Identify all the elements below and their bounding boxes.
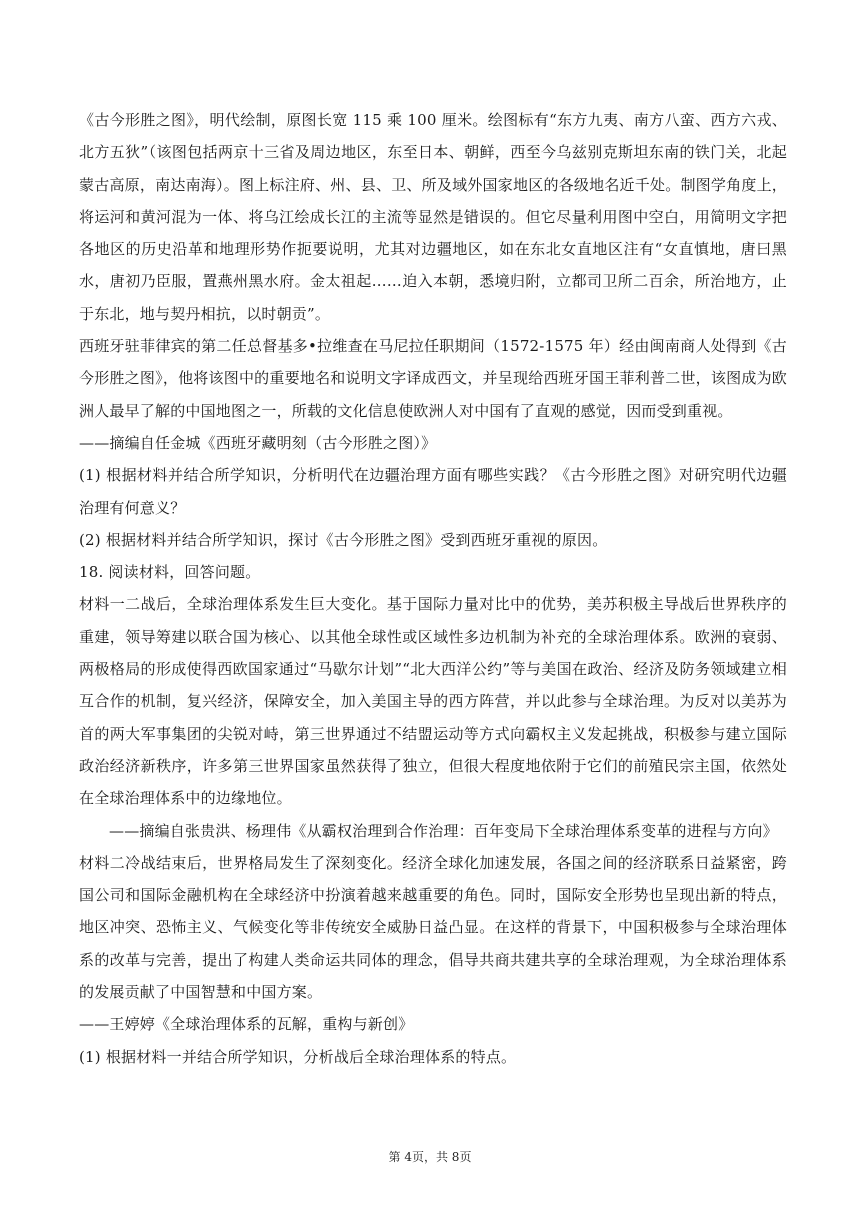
source-citation: ——摘编自张贵洪、杨理伟《从霸权治理到合作治理：百年变局下全球治理体系变革的进程与方向》 <box>109 821 778 840</box>
source-citation: ——摘编自任金城《西班牙藏明刻（古今形胜之图）》 <box>79 433 437 452</box>
question-18-1: (1) 根据材料一并结合所学知识，分析战后全球治理体系的特点。 <box>79 1047 517 1066</box>
page-number-footer: 第 4页，共 8页 <box>388 1150 472 1164</box>
material-two: 材料二冷战结束后，世界格局发生了深刻变化。经济全球化加速发展，各国之间的经济联系日益紧密，跨国公司和国际金融机构在全球经济中扮演着越来越重要的角色。同时，国际安全形势也呈现出新的特点，地区冲突、恐怖主义、气候变化等非传统安全威胁日益凸显。在这样的背景下，中国积极参与全球治理体系的改革与完善，提出了构建人类命运共同体的理念，倡导共商共建共享的全球治理观，为全球治理体系的发展贡献了中国智慧和中国方案。 <box>79 853 787 1002</box>
question-17-2: (2) 根据材料并结合所学知识，探讨《古今形胜之图》受到西班牙重视的原因。 <box>79 530 608 549</box>
source-citation: ——王婷婷《全球治理体系的瓦解，重构与新创》 <box>79 1015 414 1034</box>
question-17-1: (1) 根据材料并结合所学知识，分析明代在边疆治理方面有哪些实践？《古今形胜之图》对研究明代边疆治理有何意义？ <box>79 466 787 517</box>
question-18-heading: 18. 阅读材料，回答问题。 <box>79 563 261 582</box>
material-one: 材料一二战后，全球治理体系发生巨大变化。基于国际力量对比中的优势，美苏积极主导战后世界秩序的重建，领导筹建以联合国为核心、以其他全球性或区域性多边机制为补充的全球治理体系。欧洲的衰弱、两极格局的形成使得西欧国家通过“马歇尔计划”“北大西洋公约”等与美国在政治、经济及防务领域建立相互合作的机制，复兴经济，保障安全，加入美国主导的西方阵营，并以此参与全球治理。为反对以美苏为首的两大军事集团的尖锐对峙，第三世界通过不结盟运动等方式向霸权主义发起挑战，积极参与建立国际政治经济新秩序，许多第三世界国家虽然获得了独立，但很大程度地依附于它们的前殖民宗主国，依然处在全球治理体系中的边缘地位。 <box>79 595 787 808</box>
material-map-description: 《古今形胜之图》，明代绘制，原图长宽 115 乘 100 厘米。绘图标有“东方九夷、南方八蛮、西方六戎、北方五狄”（该图包括两京十三省及周边地区，东至日本、朝鲜，西至今乌兹别克斯坦东南的铁门关，北起蒙古高原，南达南海）。图上标注府、州、县、卫、所及域外国家地区的各级地名近千处。制图学角度上，将运河和黄河混为一体、将乌江绘成长江的主流等显然是错误的。但它尽量利用图中空白，用简明文字把各地区的历史沿革和地理形势作扼要说明，尤其对边疆地区，如在东北女直地区注有“女直慎地，唐曰黑水，唐初乃臣服，置燕州黑水府。金太祖起……迫入本朝，悉境归附，立都司卫所二百余，所治地方，止于东北，地与契丹相抗，以时朝贡”。 <box>79 111 787 323</box>
document-body <box>79 104 787 1073</box>
material-spain-governor: 西班牙驻菲律宾的第二任总督基多•拉维查在马尼拉任职期间（1572-1575 年）经由闽南商人处得到《古今形胜之图》，他将该图中的重要地名和说明文字译成西文，并呈现给西班牙国王菲利普二世，该图成为欧洲人最早了解的中国地图之一，所载的文化信息使欧洲人对中国有了直观的感觉，因而受到重视。 <box>79 337 787 420</box>
